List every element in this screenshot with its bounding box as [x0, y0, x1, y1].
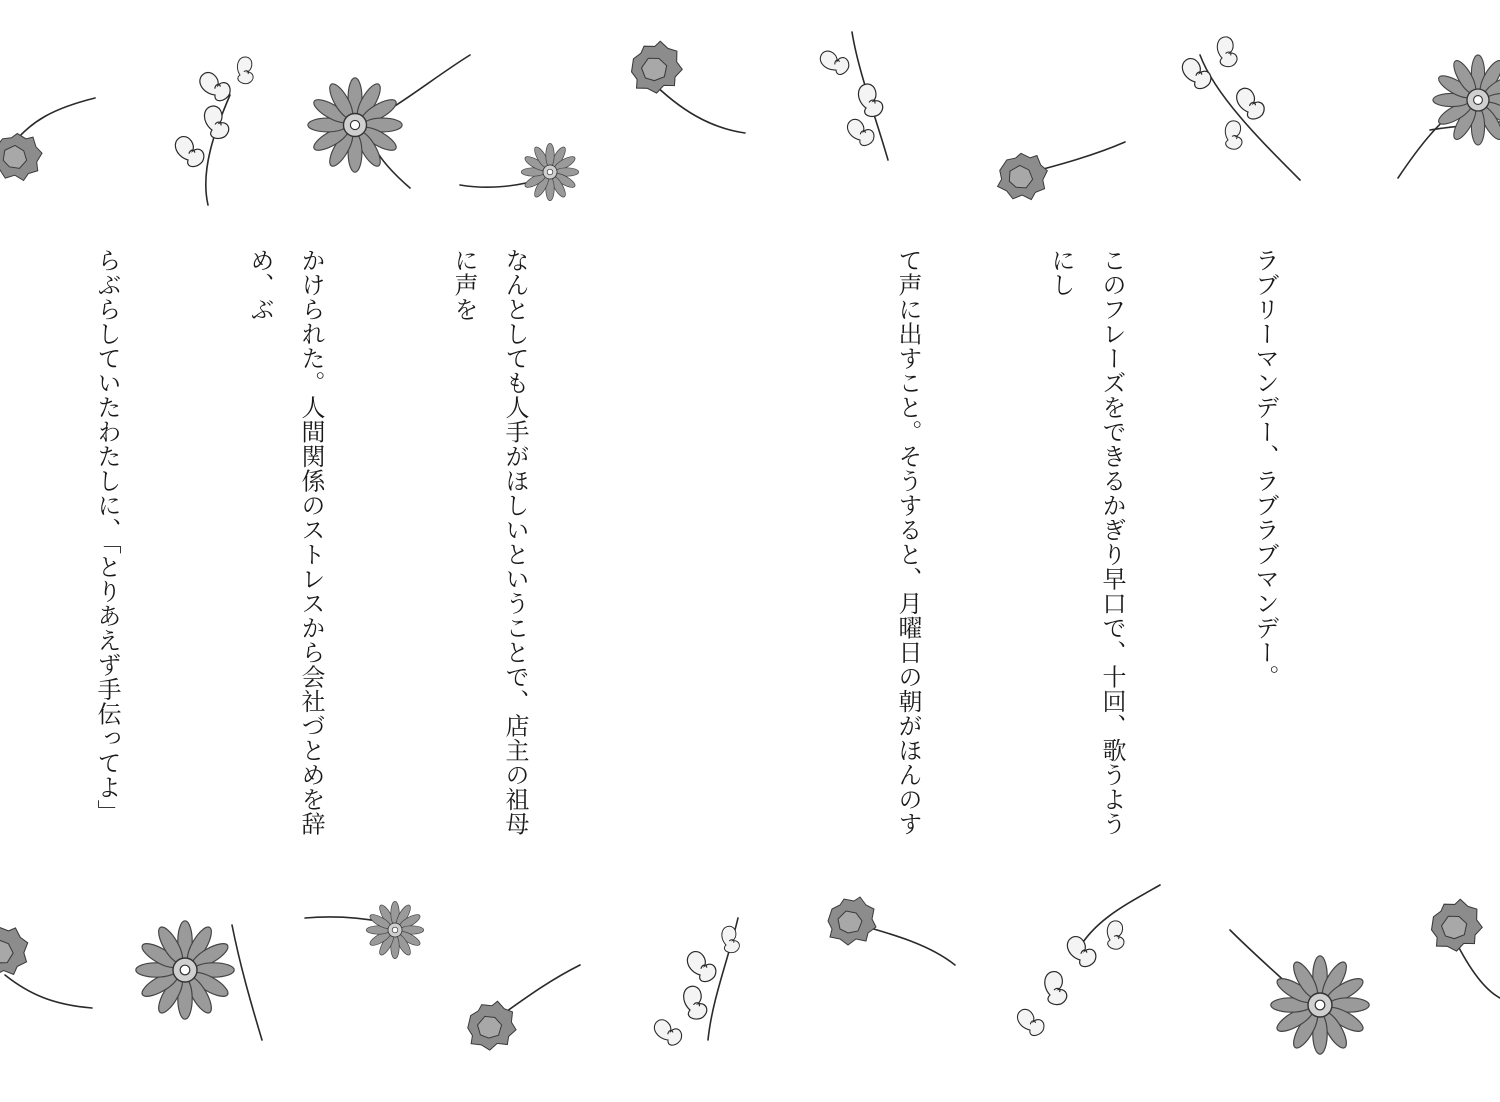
text-line: このフレーズをできるかぎり早口で、十回、歌うようにし	[1047, 248, 1126, 836]
text-line: らぶらしていたわたしに、「とりあえず手伝ってよ」	[93, 248, 121, 824]
right-page-text	[872, 248, 1392, 858]
text-line: なんとしても人手がほしいということで、店主の祖母に声を	[450, 248, 529, 836]
right-page	[750, 0, 1500, 1102]
text-line: ラブリーマンデー、ラブラブマンデー。	[1251, 248, 1279, 689]
text-line: かけられた。人間関係のストレスから会社づとめを辞め、ぶ	[246, 248, 325, 836]
text-line: て声に出すこと。そうすると、月曜日の朝がほんのす	[894, 248, 922, 836]
left-page-text	[82, 248, 642, 858]
